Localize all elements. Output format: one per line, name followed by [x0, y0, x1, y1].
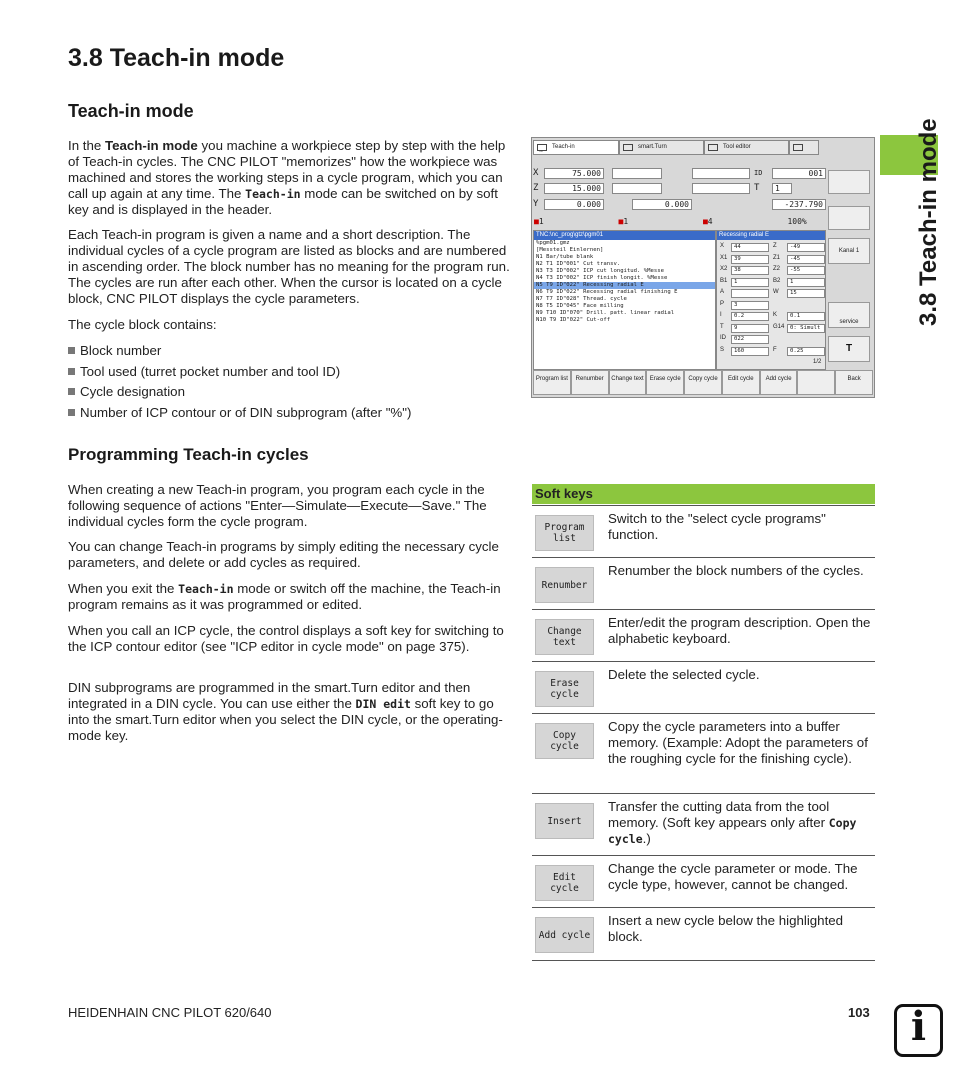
- add-cycle-key[interactable]: Add cycle: [535, 917, 594, 953]
- param-label: K: [773, 312, 778, 318]
- axis-z-value: 15.000: [544, 183, 604, 194]
- softkeys-header: Soft keys: [532, 484, 875, 504]
- tool-name-box: [692, 168, 750, 179]
- param-label: A: [720, 289, 725, 295]
- tab-teach-in[interactable]: → Teach-in: [533, 140, 619, 155]
- param-label: Z2: [773, 266, 781, 272]
- param-field[interactable]: 9: [731, 324, 769, 333]
- list-item: Block number: [68, 342, 411, 363]
- param-label: B2: [773, 277, 781, 284]
- softkey-edit-cycle[interactable]: Edit cycle: [722, 370, 760, 395]
- softkey-row: [532, 557, 875, 610]
- param-field[interactable]: 0.25: [787, 347, 825, 356]
- tool-icon: [708, 144, 718, 151]
- paragraph-programs: Each Teach-in program is given a name and a short description. The individual cycles of a cycle program are listed as blocks and are numbered in ascending order. The block number has no meaning for the program run. The cycles are run after each other. When the cursor is located on a cycle block, CNC PILOT displays the cycle parameters.: [68, 227, 510, 306]
- program-line[interactable]: N8 T5 ID"045" Face milling: [536, 303, 624, 309]
- tab-tool-editor[interactable]: Tool editor: [704, 140, 789, 155]
- param-label: S: [720, 346, 725, 353]
- paragraph-exit: When you exit the Teach-in mode or switch off the machine, the Teach-in program remains as it was programmed or edited.: [68, 581, 501, 612]
- cycle-parameter-pane: [716, 230, 826, 370]
- softkey-add-cycle[interactable]: Add cycle: [760, 370, 798, 395]
- paragraph-din: DIN subprograms are programmed in the smart.Turn editor and then integrated in a DIN cycle. You can use either the DIN edit soft key to go into the smart.Turn editor when you select the DIN cycle, or the operating-mode key.: [68, 680, 503, 743]
- softkey-row: [532, 855, 875, 908]
- paragraph-cycle-block: The cycle block contains:: [68, 317, 217, 332]
- service-button[interactable]: service: [828, 302, 870, 328]
- axis-w-value: 0.000: [632, 199, 692, 210]
- bullet-list: [68, 342, 411, 425]
- list-item: Tool used (turret pocket number and tool ID): [68, 363, 411, 384]
- cycle-title: Recessing radial E: [717, 231, 825, 240]
- t-label: T: [754, 183, 760, 193]
- program-list-key[interactable]: Program list: [535, 515, 594, 551]
- teach-in-mode-icon[interactable]: T: [828, 336, 870, 362]
- param-field[interactable]: 1: [787, 278, 825, 287]
- program-line[interactable]: N10 T9 ID"022" Cut-off: [536, 317, 611, 323]
- param-label: Z1: [773, 254, 781, 261]
- axis-y-label: Y: [533, 199, 539, 209]
- softkey-renumber[interactable]: Renumber: [571, 370, 609, 395]
- param-field[interactable]: 44: [731, 243, 769, 252]
- softkey-erase-cycle[interactable]: Erase cycle: [646, 370, 684, 395]
- softkey-description: Renumber the block numbers of the cycles.: [608, 563, 864, 578]
- param-label: X2: [720, 266, 728, 272]
- table-bottom-rule: [532, 960, 875, 961]
- param-field[interactable]: 0.2: [731, 312, 769, 321]
- param-field[interactable]: 38: [731, 266, 769, 275]
- screen-tabs: [533, 140, 819, 155]
- paragraph-changing: You can change Teach-in programs by simply editing the necessary cycle parameters, and delete or add cycles as required.: [68, 539, 499, 570]
- renumber-key[interactable]: Renumber: [535, 567, 594, 603]
- arrow-icon: →: [537, 144, 547, 151]
- softkey-row: [532, 505, 875, 558]
- param-label: W: [773, 289, 779, 295]
- param-label: I: [720, 312, 722, 318]
- param-label: ID: [720, 335, 726, 341]
- softkey-back[interactable]: Back: [835, 370, 873, 395]
- param-field[interactable]: 3: [731, 301, 769, 310]
- softkey-description: Switch to the "select cycle programs" function.: [608, 511, 826, 542]
- axis-z-label: Z: [533, 183, 539, 193]
- footer-text: HEIDENHAIN CNC PILOT 620/640: [68, 1005, 272, 1020]
- edit-cycle-key[interactable]: Edit cycle: [535, 865, 594, 901]
- param-label: Z: [773, 243, 777, 249]
- program-list-pane: [533, 230, 716, 370]
- softkey-description: Copy the cycle parameters into a buffer memory. (Example: Adopt the parameters of the roughing cycle for the finishing cycle).: [608, 719, 868, 766]
- arrow-icon: [623, 144, 633, 151]
- param-label: F: [773, 346, 777, 353]
- softkey-description: Enter/edit the program description. Open the alphabetic keyboard.: [608, 615, 871, 646]
- screen-softkey-bar: [533, 370, 873, 395]
- param-field[interactable]: -49: [787, 243, 825, 252]
- tool-holder-button[interactable]: [828, 206, 870, 230]
- section-title-programming: Programming Teach-in cycles: [68, 445, 309, 464]
- param-field[interactable]: 022: [731, 335, 769, 344]
- softkey-row: [532, 661, 875, 714]
- softkey-row: [532, 713, 875, 794]
- program-line[interactable]: N4 T3 ID"002" ICP finish longit. %Messe: [536, 275, 668, 281]
- softkey-row: [532, 793, 875, 856]
- tool-slot-box: [692, 183, 750, 194]
- param-field[interactable]: 15: [787, 289, 825, 298]
- tab-document[interactable]: [789, 140, 819, 155]
- page-indicator: 1/2: [813, 359, 822, 365]
- c-axis-value: -237.790: [772, 199, 826, 210]
- param-field[interactable]: 160: [731, 347, 769, 356]
- param-field[interactable]: 1: [731, 278, 769, 287]
- list-item: Cycle designation: [68, 383, 411, 404]
- softkey-change-text[interactable]: Change text: [609, 370, 647, 395]
- program-line[interactable]: N1 Bar/tube blank: [536, 254, 594, 260]
- param-field[interactable]: [731, 289, 769, 298]
- program-line[interactable]: %pgm01.gmz: [536, 240, 570, 246]
- softkey-description: Delete the selected cycle.: [608, 667, 760, 682]
- paragraph-intro: In the Teach-in mode you machine a workpiece step by step with the help of Teach-in cycles. The CNC PILOT "memorizes" how the workpiece was machined and stores the working steps in a cycle program, which you can call up again at any time. The Teach-in mode can be switched on by soft key and is displayed in the header.: [68, 138, 506, 217]
- tab-smart-turn[interactable]: smart.Turn: [619, 140, 704, 155]
- paragraph-icp: When you call an ICP cycle, the control displays a soft key for switching to the ICP contour editor (see "ICP editor in cycle mode" on page 375).: [68, 623, 504, 654]
- id-label: ID: [754, 169, 763, 177]
- param-field[interactable]: 0.1: [787, 312, 825, 321]
- t-value: 1: [772, 183, 792, 194]
- param-label: X1: [720, 254, 728, 261]
- axis-x-label: X: [533, 168, 539, 178]
- info-icon: i: [894, 1004, 943, 1057]
- delta-z-box: [612, 183, 662, 194]
- softkey-row: [532, 907, 875, 961]
- param-label: X: [720, 243, 725, 249]
- param-label: B1: [720, 277, 728, 284]
- list-item: Number of ICP contour or of DIN subprogram (after "%"): [68, 404, 411, 425]
- control-screenshot: [531, 137, 875, 398]
- program-line[interactable]: [Messteil Einlernen]: [536, 247, 604, 253]
- program-line[interactable]: N2 T1 ID"001" Cut transv.: [536, 261, 621, 267]
- softkey-description: Change the cycle parameter or mode. The cycle type, however, cannot be changed.: [608, 861, 858, 892]
- side-tab-title: 3.8 Teach-in mode: [915, 118, 942, 326]
- param-field[interactable]: -55: [787, 266, 825, 275]
- chuck-button[interactable]: [828, 170, 870, 194]
- paragraph-creating: When creating a new Teach-in program, you program each cycle in the following sequence of actions "Enter—Simulate—Execute—Save." The individual cycles form the cycle program.: [68, 482, 487, 529]
- insert-key[interactable]: Insert: [535, 803, 594, 839]
- param-field[interactable]: 0: Simult: [787, 324, 825, 333]
- program-line[interactable]: N7 T7 ID"028" Thread. cycle: [536, 296, 627, 302]
- id-value: 001: [772, 168, 826, 179]
- page-title: 3.8 Teach-in mode: [68, 44, 285, 72]
- param-field[interactable]: 39: [731, 255, 769, 264]
- copy-cycle-key[interactable]: Copy cycle: [535, 723, 594, 759]
- param-field[interactable]: -45: [787, 255, 825, 264]
- program-line[interactable]: N6 T9 ID"022" Recessing radial finishing E: [536, 289, 678, 295]
- program-line[interactable]: N3 T3 ID"002" ICP cut longitud. %Messe: [536, 268, 664, 274]
- erase-cycle-key[interactable]: Erase cycle: [535, 671, 594, 707]
- page-number: 103: [848, 1005, 870, 1020]
- softkey-empty[interactable]: [797, 370, 835, 395]
- delta-x-box: [612, 168, 662, 179]
- program-lines: [534, 240, 715, 324]
- channel-button[interactable]: Kanal 1: [828, 238, 870, 264]
- program-line[interactable]: N9 T10 ID"070" Drill. patt. linear radial: [536, 310, 675, 316]
- param-label: P: [720, 300, 725, 307]
- param-label: G14: [773, 323, 785, 330]
- axis-x-value: 75.000: [544, 168, 604, 179]
- document-icon: [793, 144, 803, 151]
- softkey-description: Insert a new cycle below the highlighted block.: [608, 913, 844, 944]
- program-line[interactable]: N5 T9 ID"022" Recessing radial E: [534, 282, 715, 289]
- change-text-key[interactable]: Change text: [535, 619, 594, 655]
- axis-y-value: 0.000: [544, 199, 604, 210]
- spindle-row: ■1 ■1 ■4 100%: [534, 217, 807, 226]
- softkey-copy-cycle[interactable]: Copy cycle: [684, 370, 722, 395]
- section-title-teach-in: Teach-in mode: [68, 101, 194, 121]
- program-path: TNC:\nc_prog\gtz\pgm01: [534, 231, 715, 240]
- param-label: T: [720, 323, 724, 330]
- softkey-description: Transfer the cutting data from the tool memory. (Soft key appears only after Copy cycle.): [608, 799, 857, 846]
- softkey-program-list[interactable]: Program list: [533, 370, 571, 395]
- softkey-row: [532, 609, 875, 662]
